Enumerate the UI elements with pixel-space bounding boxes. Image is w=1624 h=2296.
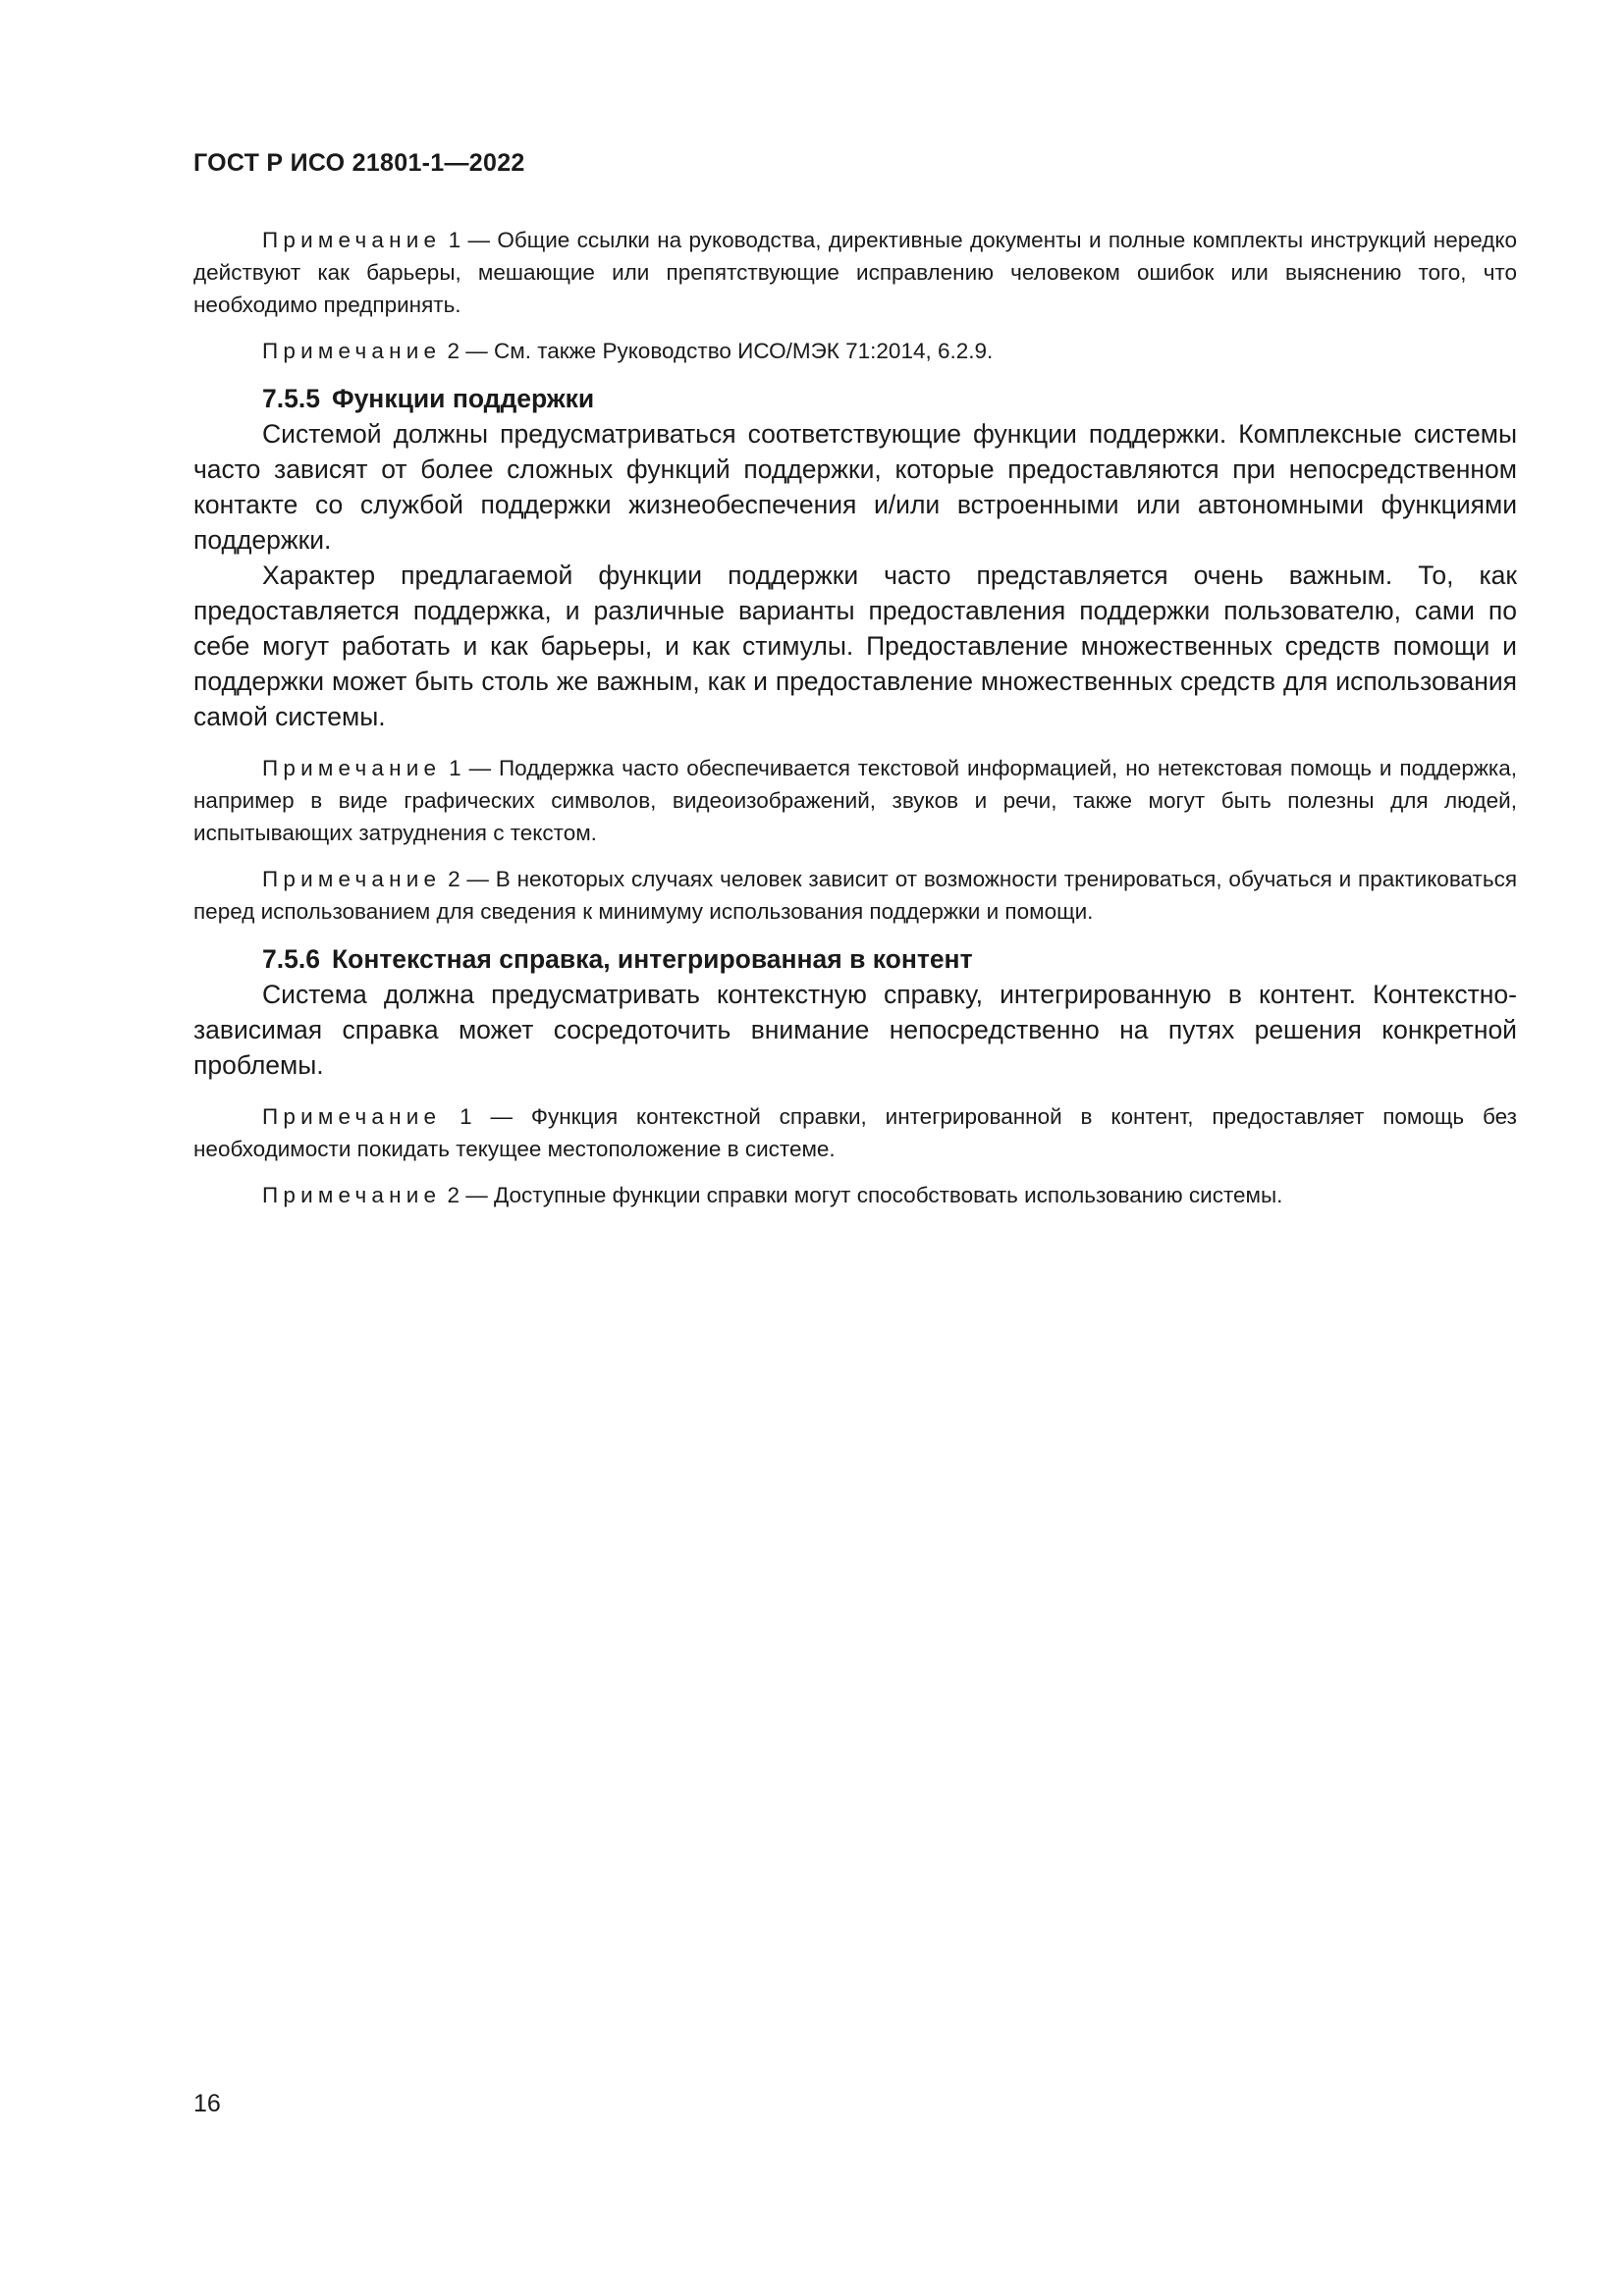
note-top-2 <box>193 335 1517 367</box>
note-7-5-6-1 <box>193 1100 1517 1165</box>
note-text: 2 — См. также Руководство ИСО/МЭК 71:2014, 6.2.9. <box>441 339 994 363</box>
document-body <box>193 224 1517 1225</box>
document-header: ГОСТ Р ИСО 21801-1—2022 <box>193 149 525 177</box>
section-title: Контекстная справка, интегрированная в контент <box>331 944 973 974</box>
note-label: Примечание <box>262 339 442 363</box>
paragraph: Характер предлагаемой функции поддержки часто представляется очень важным. То, как предоставляется поддержка, и различные варианты предоставления поддержки пользователю, сами по себе могут работать и как барьеры, и как стимулы. Предоставление множественных средств помощи и поддержки может быть столь же важным, как и предоставление множественных средств для использования самой системы. <box>193 561 1517 731</box>
note-label: Примечание <box>262 756 442 780</box>
section-number: 7.5.6 <box>262 944 320 974</box>
note-text: 1 — Поддержка часто обеспечивается текстовой информацией, но нетекстовая помощь и поддержка, например в виде графических символов, видеоизображений, звуков и речи, также могут быть полезны для людей, испытывающих затруднения с текстом. <box>193 756 1517 845</box>
note-7-5-5-2 <box>193 863 1517 928</box>
note-label: Примечание <box>262 867 442 891</box>
section-title: Функции поддержки <box>331 384 595 413</box>
section-number: 7.5.5 <box>262 384 320 413</box>
note-label: Примечание <box>262 1104 442 1129</box>
note-text: 1 — Общие ссылки на руководства, директивные документы и полные комплекты инструкций нередко действуют как барьеры, мешающие или препятствующие исправлению человеком ошибок или выяснению того, что необходимо предпринять. <box>193 228 1517 317</box>
note-text: 2 — В некоторых случаях человек зависит от возможности тренироваться, обучаться и практиковаться перед использованием для сведения к минимуму использования поддержки и помощи. <box>193 867 1517 924</box>
note-text: 2 — Доступные функции справки могут способствовать использованию системы. <box>441 1183 1283 1207</box>
page-number: 16 <box>193 2090 221 2117</box>
note-label: Примечание <box>262 228 442 252</box>
section-heading-7-5-5 <box>193 381 1517 416</box>
note-7-5-6-2 <box>193 1179 1517 1211</box>
note-top-1 <box>193 224 1517 321</box>
paragraph: Система должна предусматривать контекстную справку, интегрированную в контент. Контекстно-зависимая справка может сосредоточить внимание непосредственно на путях решения конкретной проблемы. <box>193 980 1517 1080</box>
note-label: Примечание <box>262 1183 442 1207</box>
note-text: 1 — Функция контекстной справки, интегрированной в контент, предоставляет помощь без необходимости покидать текущее местоположение в системе. <box>193 1104 1517 1161</box>
paragraph: Системой должны предусматриваться соответствующие функции поддержки. Комплексные системы часто зависят от более сложных функций поддержки, которые предоставляются при непосредственном контакте со службой поддержки жизнеобеспечения и/или встроенными или автономными функциями поддержки. <box>193 419 1517 555</box>
section-heading-7-5-6 <box>193 941 1517 977</box>
note-7-5-5-1 <box>193 752 1517 849</box>
